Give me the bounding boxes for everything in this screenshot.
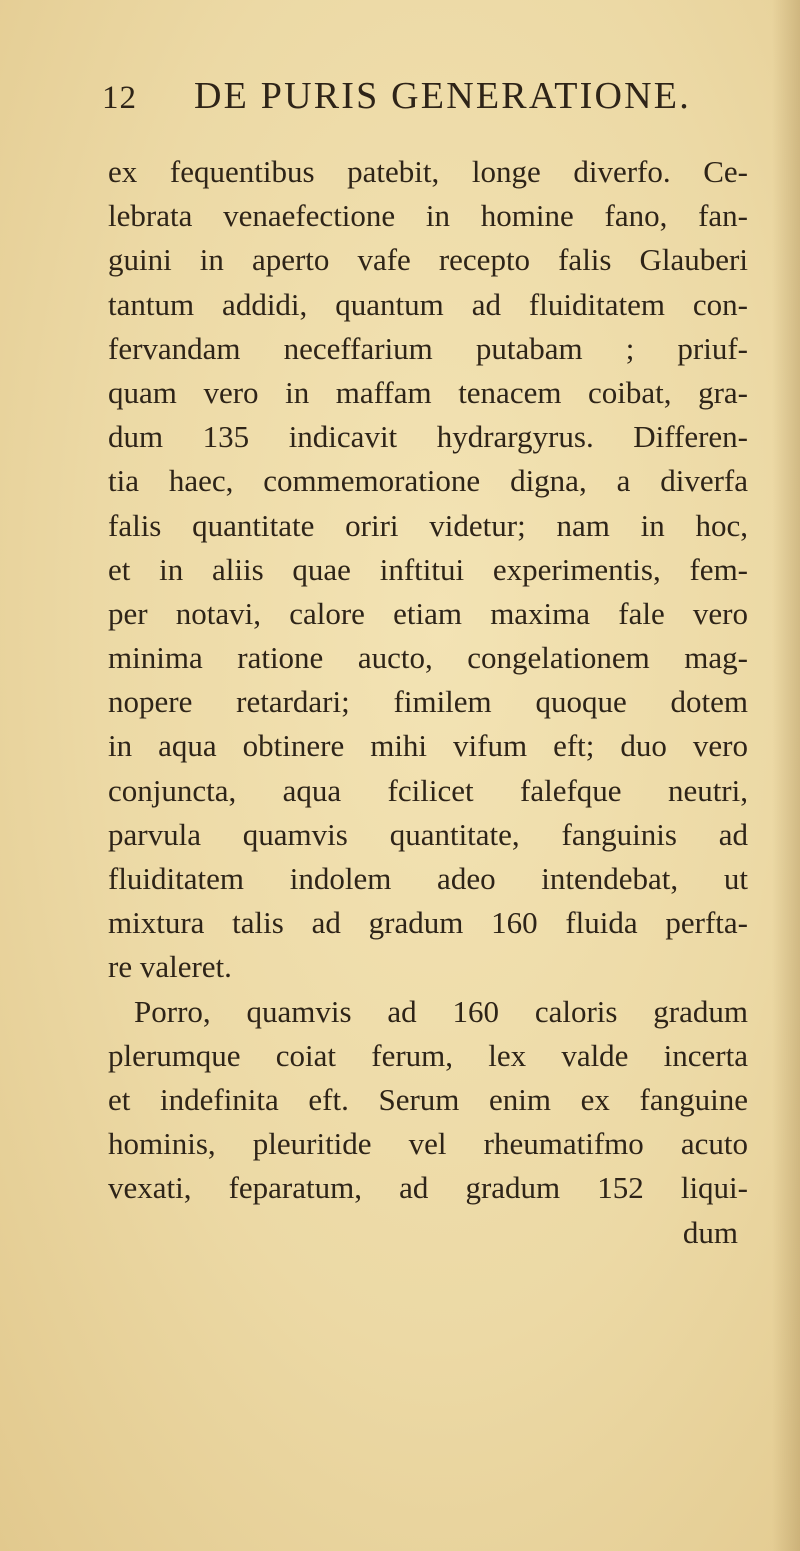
text-line: conjuncta, aqua fcilicet falefque neutri, [108, 772, 748, 808]
body-text [108, 150, 748, 1255]
text-line-paragraph-end: re valeret. [108, 949, 232, 985]
text-line: guini in aperto vafe recepto falis Glauberi [108, 242, 748, 278]
text-line: in aqua obtinere mihi vifum eft; duo vero [108, 728, 748, 764]
text-line: plerumque coiat ferum, lex valde incerta [108, 1037, 748, 1073]
page-number: 12 [102, 80, 137, 116]
text-line: per notavi, calore etiam maxima fale vero [108, 595, 748, 631]
text-line: et indefinita eft. Serum enim ex fanguine [108, 1081, 748, 1117]
text-line: dum 135 indicavit hydrargyrus. Differen- [108, 419, 748, 455]
page-header [102, 74, 691, 124]
text-line: falis quantitate oriri videtur; nam in hoc, [108, 507, 748, 543]
running-title: DE PURIS GENERATIONE. [194, 75, 691, 117]
text-line: ex fequentibus patebit, longe diverfo. Ce- [108, 154, 748, 189]
text-line: fervandam neceffarium putabam ; priuf- [108, 330, 748, 366]
text-line: et in aliis quae inftitui experimentis, fem- [108, 551, 748, 587]
text-line: mixtura talis ad gradum 160 fluida perfta- [108, 905, 748, 941]
page-edge-shadow [772, 0, 800, 1551]
text-line: parvula quamvis quantitate, fanguinis ad [108, 816, 748, 852]
text-line: nopere retardari; fimilem quoque dotem [108, 684, 748, 720]
text-line: lebrata venaefectione in homine fano, fan- [108, 198, 748, 234]
text-line: quam vero in maffam tenacem coibat, gra- [108, 374, 748, 410]
text-line: tia haec, commemoratione digna, a diverfa [108, 463, 748, 499]
text-line: minima ratione aucto, congelationem mag- [108, 640, 748, 676]
text-line-paragraph-start: Porro, quamvis ad 160 caloris gradum [134, 993, 748, 1029]
text-line: fluiditatem indolem adeo intendebat, ut [108, 861, 748, 896]
text-line: vexati, feparatum, ad gradum 152 liqui- [108, 1170, 748, 1206]
text-line: hominis, pleuritide vel rheumatifmo acuto [108, 1126, 748, 1162]
text-line: tantum addidi, quantum ad fluiditatem con- [108, 286, 748, 322]
catchword: dum [682, 1214, 738, 1250]
